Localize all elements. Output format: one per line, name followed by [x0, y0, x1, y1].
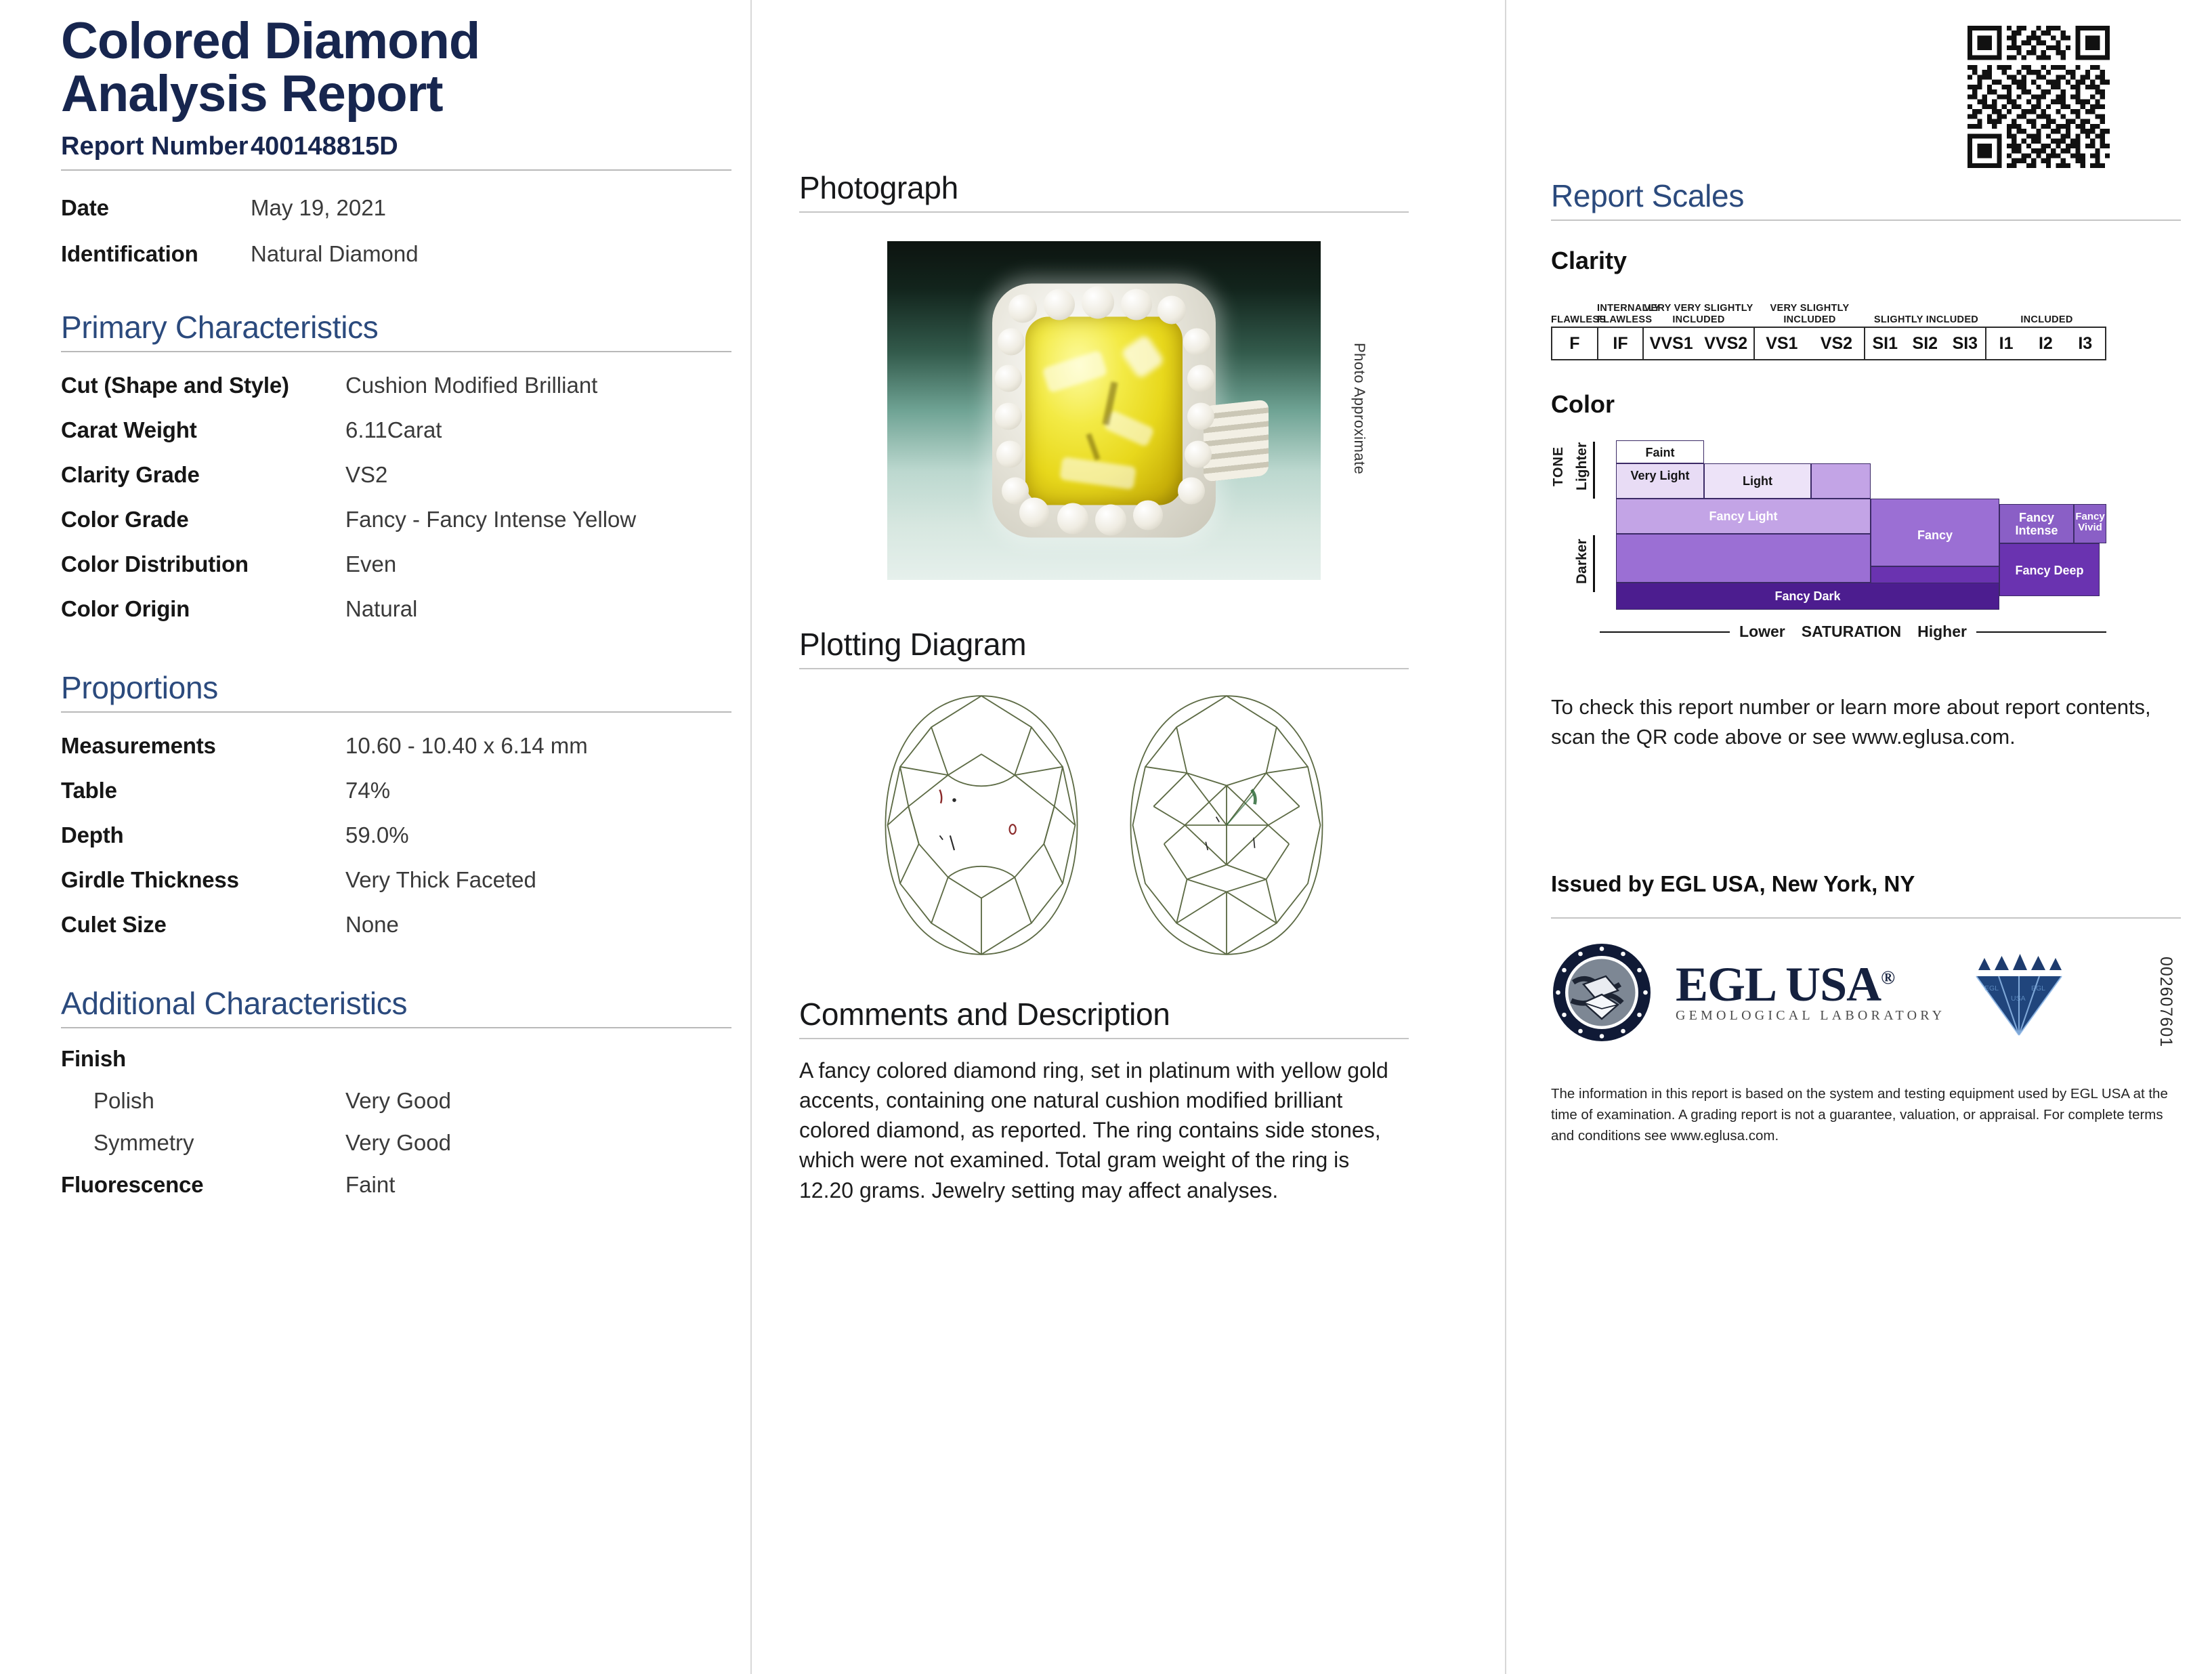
- photograph-section: [799, 0, 1409, 580]
- row-label: Symmetry: [93, 1130, 194, 1156]
- pave-stone: [1185, 441, 1212, 468]
- saturation-axis: [1600, 623, 2106, 641]
- row-value: Cushion Modified Brilliant: [345, 373, 598, 398]
- pave-stone: [1095, 505, 1126, 536]
- clarity-scale: [1551, 247, 2181, 360]
- row-label: Clarity Grade: [61, 462, 200, 488]
- egl-globe-seal-icon: [1551, 942, 1653, 1043]
- pave-stone: [1057, 503, 1088, 535]
- row-value: VS2: [345, 462, 388, 488]
- color-block-fancy-deep: Fancy Deep: [1999, 543, 2100, 596]
- primary-characteristics-section: [61, 309, 731, 622]
- row-label: Color Distribution: [61, 551, 249, 577]
- pave-stone: [995, 403, 1022, 430]
- row-value: None: [345, 912, 399, 938]
- row-value: Fancy - Fancy Intense Yellow: [345, 507, 637, 532]
- saturation-axis-label: SATURATION: [1801, 623, 1902, 640]
- pavilion-plot-diagram: [1122, 690, 1332, 961]
- row-label: Girdle Thickness: [61, 867, 239, 893]
- table-row: [61, 912, 731, 938]
- row-label: Color Origin: [61, 596, 190, 622]
- facet-highlight: [1120, 333, 1165, 379]
- field-value: May 19, 2021: [251, 195, 386, 221]
- color-block-fancy-dark: Fancy Dark: [1616, 583, 1999, 610]
- report-number-label: Report Number: [61, 132, 249, 161]
- field-identification: [61, 241, 731, 267]
- row-label: Finish: [61, 1046, 126, 1072]
- plotting-diagram-section: [799, 626, 1409, 961]
- section-rule: [61, 1027, 731, 1028]
- color-tone-saturation-chart: [1551, 434, 2106, 640]
- crown-plot-diagram: [876, 690, 1086, 961]
- row-value: Natural: [345, 596, 418, 622]
- egl-usa-text: EGL USA®: [1676, 957, 1895, 1012]
- qr-instruction-text: To check this report number or learn more about report contents, scan the QR code above or see www.eglusa.com.: [1551, 695, 2151, 749]
- clarity-grade: I1: [1999, 333, 2014, 353]
- diamond-halo: [992, 284, 1216, 538]
- pave-stone: [1082, 287, 1114, 319]
- clarity-caption: VERY VERY SLIGHTLY INCLUDED: [1644, 302, 1753, 326]
- clarity-title: Clarity: [1551, 247, 1628, 274]
- clarity-group: [1986, 328, 2105, 359]
- report-number-value: 400148815D: [251, 132, 398, 161]
- section-rule: [799, 1038, 1409, 1039]
- clarity-grade: VS1: [1766, 333, 1798, 353]
- title-line-1: Colored Diamond: [61, 12, 480, 70]
- field-label: Identification: [61, 241, 198, 267]
- field-date: [61, 195, 731, 221]
- row-label: Fluorescence: [61, 1172, 204, 1198]
- pave-stone: [1008, 295, 1037, 323]
- section-heading: Plotting Diagram: [799, 627, 1027, 662]
- clarity-grade: VS2: [1820, 333, 1853, 353]
- field-label: Date: [61, 195, 109, 221]
- color-block-very-light: Very Light: [1616, 463, 1704, 499]
- clarity-grade-boxes: [1551, 327, 2106, 360]
- pave-stone: [1133, 501, 1163, 530]
- pave-stone: [1019, 498, 1049, 528]
- table-row: [61, 867, 731, 893]
- footer-section: [1551, 871, 2181, 1146]
- clarity-caption: VERY SLIGHTLY INCLUDED: [1770, 302, 1850, 326]
- finish-group-label: [61, 1046, 731, 1072]
- tone-axis-label: TONE: [1551, 446, 1566, 486]
- tone-down-arrow: [1593, 535, 1595, 592]
- color-title: Color: [1551, 390, 1615, 418]
- proportions-section: [61, 669, 731, 938]
- ring-photograph: [887, 241, 1321, 580]
- issued-by-label: Issued by EGL USA, New York, NY: [1551, 871, 1915, 897]
- section-heading: Additional Characteristics: [61, 986, 408, 1022]
- clarity-group: [1755, 328, 1865, 359]
- row-value: Very Thick Faceted: [345, 867, 536, 893]
- table-row: [61, 551, 731, 577]
- clarity-grade: I3: [2078, 333, 2093, 353]
- clarity-grade: IF: [1613, 333, 1628, 353]
- pave-stone: [1183, 329, 1210, 356]
- table-row: [61, 822, 731, 848]
- registered-trademark-icon: ®: [1881, 967, 1895, 989]
- pave-stone: [996, 441, 1023, 468]
- clarity-group: [1552, 328, 1598, 359]
- clarity-caption: INTERNALLY FLAWLESS: [1597, 302, 1661, 326]
- pave-stone: [995, 365, 1022, 392]
- clarity-group: [1598, 328, 1644, 359]
- color-block-fancy-light-upper: [1811, 463, 1871, 499]
- section-heading: Proportions: [61, 670, 218, 706]
- color-block-fancy-intense: Fancy Intense: [1999, 504, 2074, 543]
- section-heading: Report Scales: [1551, 178, 1745, 213]
- qr-code[interactable]: [1968, 26, 2110, 168]
- inclusion-marks: [939, 790, 1015, 850]
- logo-row: [1551, 942, 2181, 1043]
- table-row: [61, 778, 731, 803]
- table-row: [61, 507, 731, 532]
- tone-darker-label: Darker: [1574, 539, 1590, 584]
- saturation-higher-label: Higher: [1917, 623, 1967, 640]
- plotting-diagrams: [799, 669, 1409, 961]
- color-block-fancy-mid: Fancy: [1871, 499, 1999, 566]
- diamond-hologram-icon: [1968, 942, 2070, 1043]
- saturation-left-arrow: [1600, 631, 1730, 633]
- report-number-row: [61, 132, 731, 161]
- section-rule: [799, 211, 1409, 213]
- pave-stone: [1157, 296, 1186, 325]
- clarity-grade: SI2: [1912, 333, 1938, 353]
- color-block-fancy-left: [1616, 534, 1871, 583]
- row-value: Very Good: [345, 1088, 451, 1114]
- facet-shadow: [1086, 433, 1100, 460]
- color-scale: [1551, 390, 2181, 640]
- color-block-fancy-vivid: Fancy Vivid: [2074, 504, 2106, 543]
- row-value: 74%: [345, 778, 391, 803]
- clarity-grade: SI3: [1952, 333, 1978, 353]
- header-rule: [61, 169, 731, 171]
- color-block-light: Light: [1704, 463, 1811, 499]
- table-row: [61, 596, 731, 622]
- clarity-caption: SLIGHTLY INCLUDED: [1873, 314, 1979, 326]
- report-scales-section: [1551, 0, 2181, 1146]
- row-value: 6.11Carat: [345, 417, 442, 443]
- disclaimer-text: The information in this report is based on the system and testing equipment used by EGL USA at the time of examination. A grading report is not a guarantee, valuation, or appraisal. For complete terms and conditions see www.eglusa.com.: [1551, 1086, 2168, 1144]
- photograph-container: [799, 241, 1409, 580]
- section-rule: [61, 351, 731, 352]
- row-label: Depth: [61, 822, 124, 848]
- row-label: Table: [61, 778, 117, 803]
- table-row: [61, 1130, 731, 1156]
- clarity-group: [1644, 328, 1754, 359]
- section-heading: Photograph: [799, 170, 958, 205]
- row-label: Cut (Shape and Style): [61, 373, 289, 398]
- clarity-caption: FLAWLESS: [1551, 314, 1607, 326]
- section-rule: [1551, 219, 2181, 221]
- row-value: Even: [345, 551, 397, 577]
- tone-lighter-label: Lighter: [1574, 442, 1590, 490]
- table-row: [61, 1088, 731, 1114]
- pave-stone: [1187, 365, 1214, 392]
- saturation-lower-label: Lower: [1739, 623, 1785, 640]
- clarity-captions: [1551, 287, 2106, 327]
- clarity-group: [1865, 328, 1986, 359]
- row-value: 59.0%: [345, 822, 409, 848]
- facet-highlight: [1042, 350, 1107, 393]
- row-value: 10.60 - 10.40 x 6.14 mm: [345, 733, 588, 759]
- row-label: Color Grade: [61, 507, 189, 532]
- row-label: Culet Size: [61, 912, 167, 938]
- svg-text:EGL: EGL: [2031, 984, 2046, 993]
- pave-stone: [1044, 289, 1075, 320]
- photo-approximate-label: Photo Approximate: [1351, 343, 1368, 475]
- gemological-laboratory-text: GEMOLOGICAL LABORATORY: [1676, 1007, 1946, 1023]
- field-value: Natural Diamond: [251, 241, 419, 267]
- tone-up-arrow: [1593, 442, 1595, 499]
- pave-stone: [1121, 289, 1152, 320]
- clarity-grade: F: [1569, 333, 1580, 353]
- title-line-2: Analysis Report: [61, 64, 443, 123]
- footer-rule: [1551, 917, 2181, 919]
- comments-text: A fancy colored diamond ring, set in platinum with yellow gold accents, containing one natural cushion modified brilliant colored diamond, as reported. The ring contains side stones, which were not examined. Total gram weight of the ring is 12.20 grams. Jewelry setting may affect analyses.: [799, 1058, 1388, 1202]
- right-column: [1551, 0, 2181, 1674]
- color-block-fancy-light: Fancy Light: [1616, 499, 1871, 534]
- center-diamond: [1025, 316, 1183, 505]
- row-label: Carat Weight: [61, 417, 197, 443]
- left-column: [61, 0, 731, 1674]
- saturation-right-arrow: [1976, 631, 2106, 633]
- table-row: [61, 462, 731, 488]
- row-label: Measurements: [61, 733, 216, 759]
- document-title: [61, 0, 731, 123]
- color-block-faint: Faint: [1616, 440, 1704, 463]
- clarity-grade: VVS2: [1704, 333, 1748, 353]
- pave-stone: [998, 329, 1025, 356]
- table-row: [61, 373, 731, 398]
- column-divider-2: [1505, 0, 1506, 1674]
- column-divider-1: [750, 0, 752, 1674]
- table-row: [61, 1172, 731, 1198]
- row-value: Faint: [345, 1172, 396, 1198]
- middle-column: [799, 0, 1409, 1674]
- table-row: [61, 733, 731, 759]
- table-row: [61, 417, 731, 443]
- clarity-grade: VVS1: [1649, 333, 1693, 353]
- serial-number-vertical: 002607601: [2156, 957, 2175, 1048]
- section-rule: [61, 711, 731, 713]
- facet-highlight: [1059, 457, 1136, 490]
- additional-characteristics-section: [61, 985, 731, 1198]
- svg-text:EGL: EGL: [1984, 984, 1999, 993]
- clarity-grade: SI1: [1872, 333, 1898, 353]
- svg-text:USA: USA: [2011, 995, 2026, 1003]
- clarity-grade: I2: [2038, 333, 2053, 353]
- section-heading: Primary Characteristics: [61, 310, 379, 346]
- pave-stone: [1178, 478, 1205, 505]
- clarity-caption: INCLUDED: [2020, 314, 2073, 326]
- egl-usa-wordmark: [1676, 957, 1946, 1023]
- row-value: Very Good: [345, 1130, 451, 1156]
- ring-illustration: [992, 284, 1216, 538]
- qr-code-icon: [1968, 26, 2110, 168]
- section-heading: Comments and Description: [799, 997, 1170, 1032]
- row-label: Polish: [93, 1088, 154, 1114]
- pave-stone: [1187, 403, 1214, 430]
- comments-section: [799, 996, 1409, 1205]
